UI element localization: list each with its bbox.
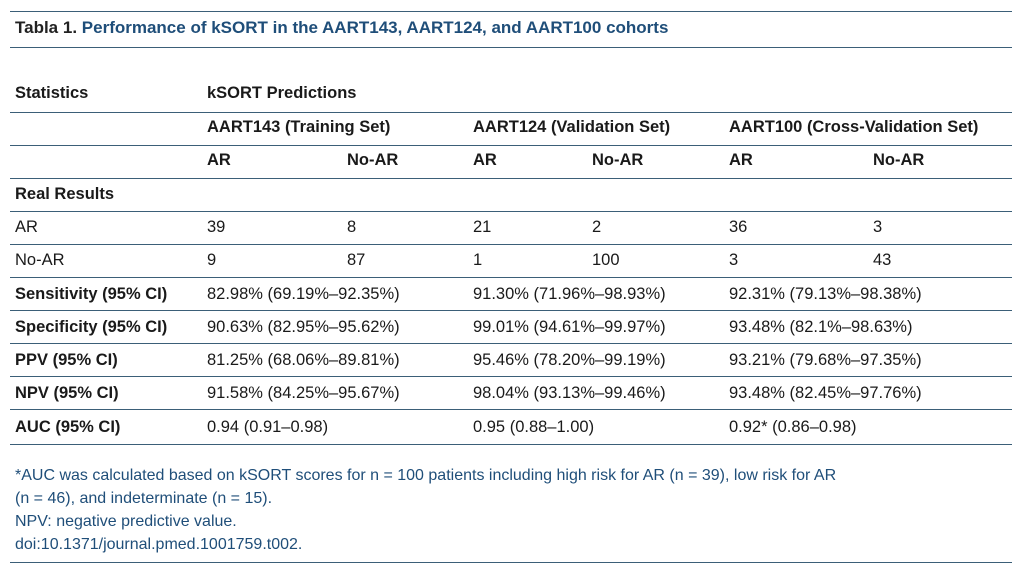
table-caption	[15, 18, 668, 38]
stat-auc-value: 0.92* (0.86–0.98)	[729, 418, 857, 436]
caption-label: Tabla 1.	[15, 18, 78, 37]
footnote-npv: NPV: negative predictive value.	[15, 513, 237, 530]
row-noar-value: 43	[873, 251, 892, 269]
stat-npv-label: NPV (95% CI)	[15, 384, 119, 402]
stat-sensitivity-value: 92.31% (79.13%–98.38%)	[729, 285, 922, 303]
row-rule-6	[10, 376, 1012, 377]
row-noar-value: 3	[729, 251, 739, 269]
stat-sensitivity-value: 82.98% (69.19%–92.35%)	[207, 285, 400, 303]
stat-ppv-value: 93.21% (79.68%–97.35%)	[729, 351, 922, 369]
row-ar-value: 3	[873, 218, 883, 236]
header-sub-noar-1: No-AR	[347, 151, 399, 169]
header-sub-ar-2: AR	[473, 151, 497, 169]
stat-npv-value: 98.04% (93.13%–99.46%)	[473, 384, 666, 402]
stat-sensitivity-label: Sensitivity (95% CI)	[15, 285, 168, 303]
row-rule-4	[10, 310, 1012, 311]
row-noar-value: 1	[473, 251, 483, 269]
row-rule-2	[10, 244, 1012, 245]
real-results-label: Real Results	[15, 185, 115, 203]
stat-sensitivity-value: 91.30% (71.96%–98.93%)	[473, 285, 666, 303]
stat-specificity-value: 90.63% (82.95%–95.62%)	[207, 318, 400, 336]
footnote-auc: *AUC was calculated based on kSORT scores for n = 100 patients including high risk for AR (n = 39), low risk for AR	[15, 467, 837, 484]
stat-specificity-value: 99.01% (94.61%–99.97%)	[473, 318, 666, 336]
header-sub-noar-2: No-AR	[592, 151, 644, 169]
row-ar-value: 39	[207, 218, 226, 236]
stat-ppv-value: 81.25% (68.06%–89.81%)	[207, 351, 400, 369]
row-ar-value: 2	[592, 218, 602, 236]
header-predictions: kSORT Predictions	[207, 84, 357, 102]
row-noar-value: 9	[207, 251, 217, 269]
row-rule-5	[10, 343, 1012, 344]
header-rule-1	[10, 112, 1012, 113]
row-ar-value: 36	[729, 218, 748, 236]
stat-npv-value: 93.48% (82.45%–97.76%)	[729, 384, 922, 402]
caption-title: Performance of kSORT in the AART143, AART124, and AART100 cohorts	[81, 18, 669, 37]
footnote-auc-cont: (n = 46), and indeterminate (n = 15).	[15, 490, 273, 507]
row-rule-7	[10, 409, 1012, 410]
stat-specificity-value: 93.48% (82.1%–98.63%)	[729, 318, 913, 336]
header-cohort-training: AART143 (Training Set)	[207, 118, 391, 136]
footer-rule	[10, 562, 1012, 563]
table-bottom-rule	[10, 444, 1012, 445]
stat-auc-value: 0.95 (0.88–1.00)	[473, 418, 595, 436]
stat-specificity-label: Specificity (95% CI)	[15, 318, 168, 336]
stat-ppv-value: 95.46% (78.20%–99.19%)	[473, 351, 666, 369]
row-noar-value: 87	[347, 251, 366, 269]
header-sub-noar-3: No-AR	[873, 151, 925, 169]
header-cohort-cross-validation: AART100 (Cross-Validation Set)	[729, 118, 979, 136]
header-statistics: Statistics	[15, 84, 89, 102]
header-rule-2	[10, 145, 1012, 146]
stat-auc-label: AUC (95% CI)	[15, 418, 121, 436]
caption-rule	[10, 47, 1012, 48]
row-ar-label: AR	[15, 218, 38, 236]
row-ar-value: 21	[473, 218, 492, 236]
header-sub-ar-3: AR	[729, 151, 753, 169]
footnote-doi: doi:10.1371/journal.pmed.1001759.t002.	[15, 536, 303, 553]
header-rule-3	[10, 178, 1012, 179]
row-noar-label: No-AR	[15, 251, 65, 269]
row-rule-1	[10, 211, 1012, 212]
header-cohort-validation: AART124 (Validation Set)	[473, 118, 671, 136]
top-rule	[10, 11, 1012, 12]
stat-auc-value: 0.94 (0.91–0.98)	[207, 418, 329, 436]
row-noar-value: 100	[592, 251, 620, 269]
stat-ppv-label: PPV (95% CI)	[15, 351, 118, 369]
stat-npv-value: 91.58% (84.25%–95.67%)	[207, 384, 400, 402]
row-ar-value: 8	[347, 218, 357, 236]
header-sub-ar-1: AR	[207, 151, 231, 169]
row-rule-3	[10, 277, 1012, 278]
